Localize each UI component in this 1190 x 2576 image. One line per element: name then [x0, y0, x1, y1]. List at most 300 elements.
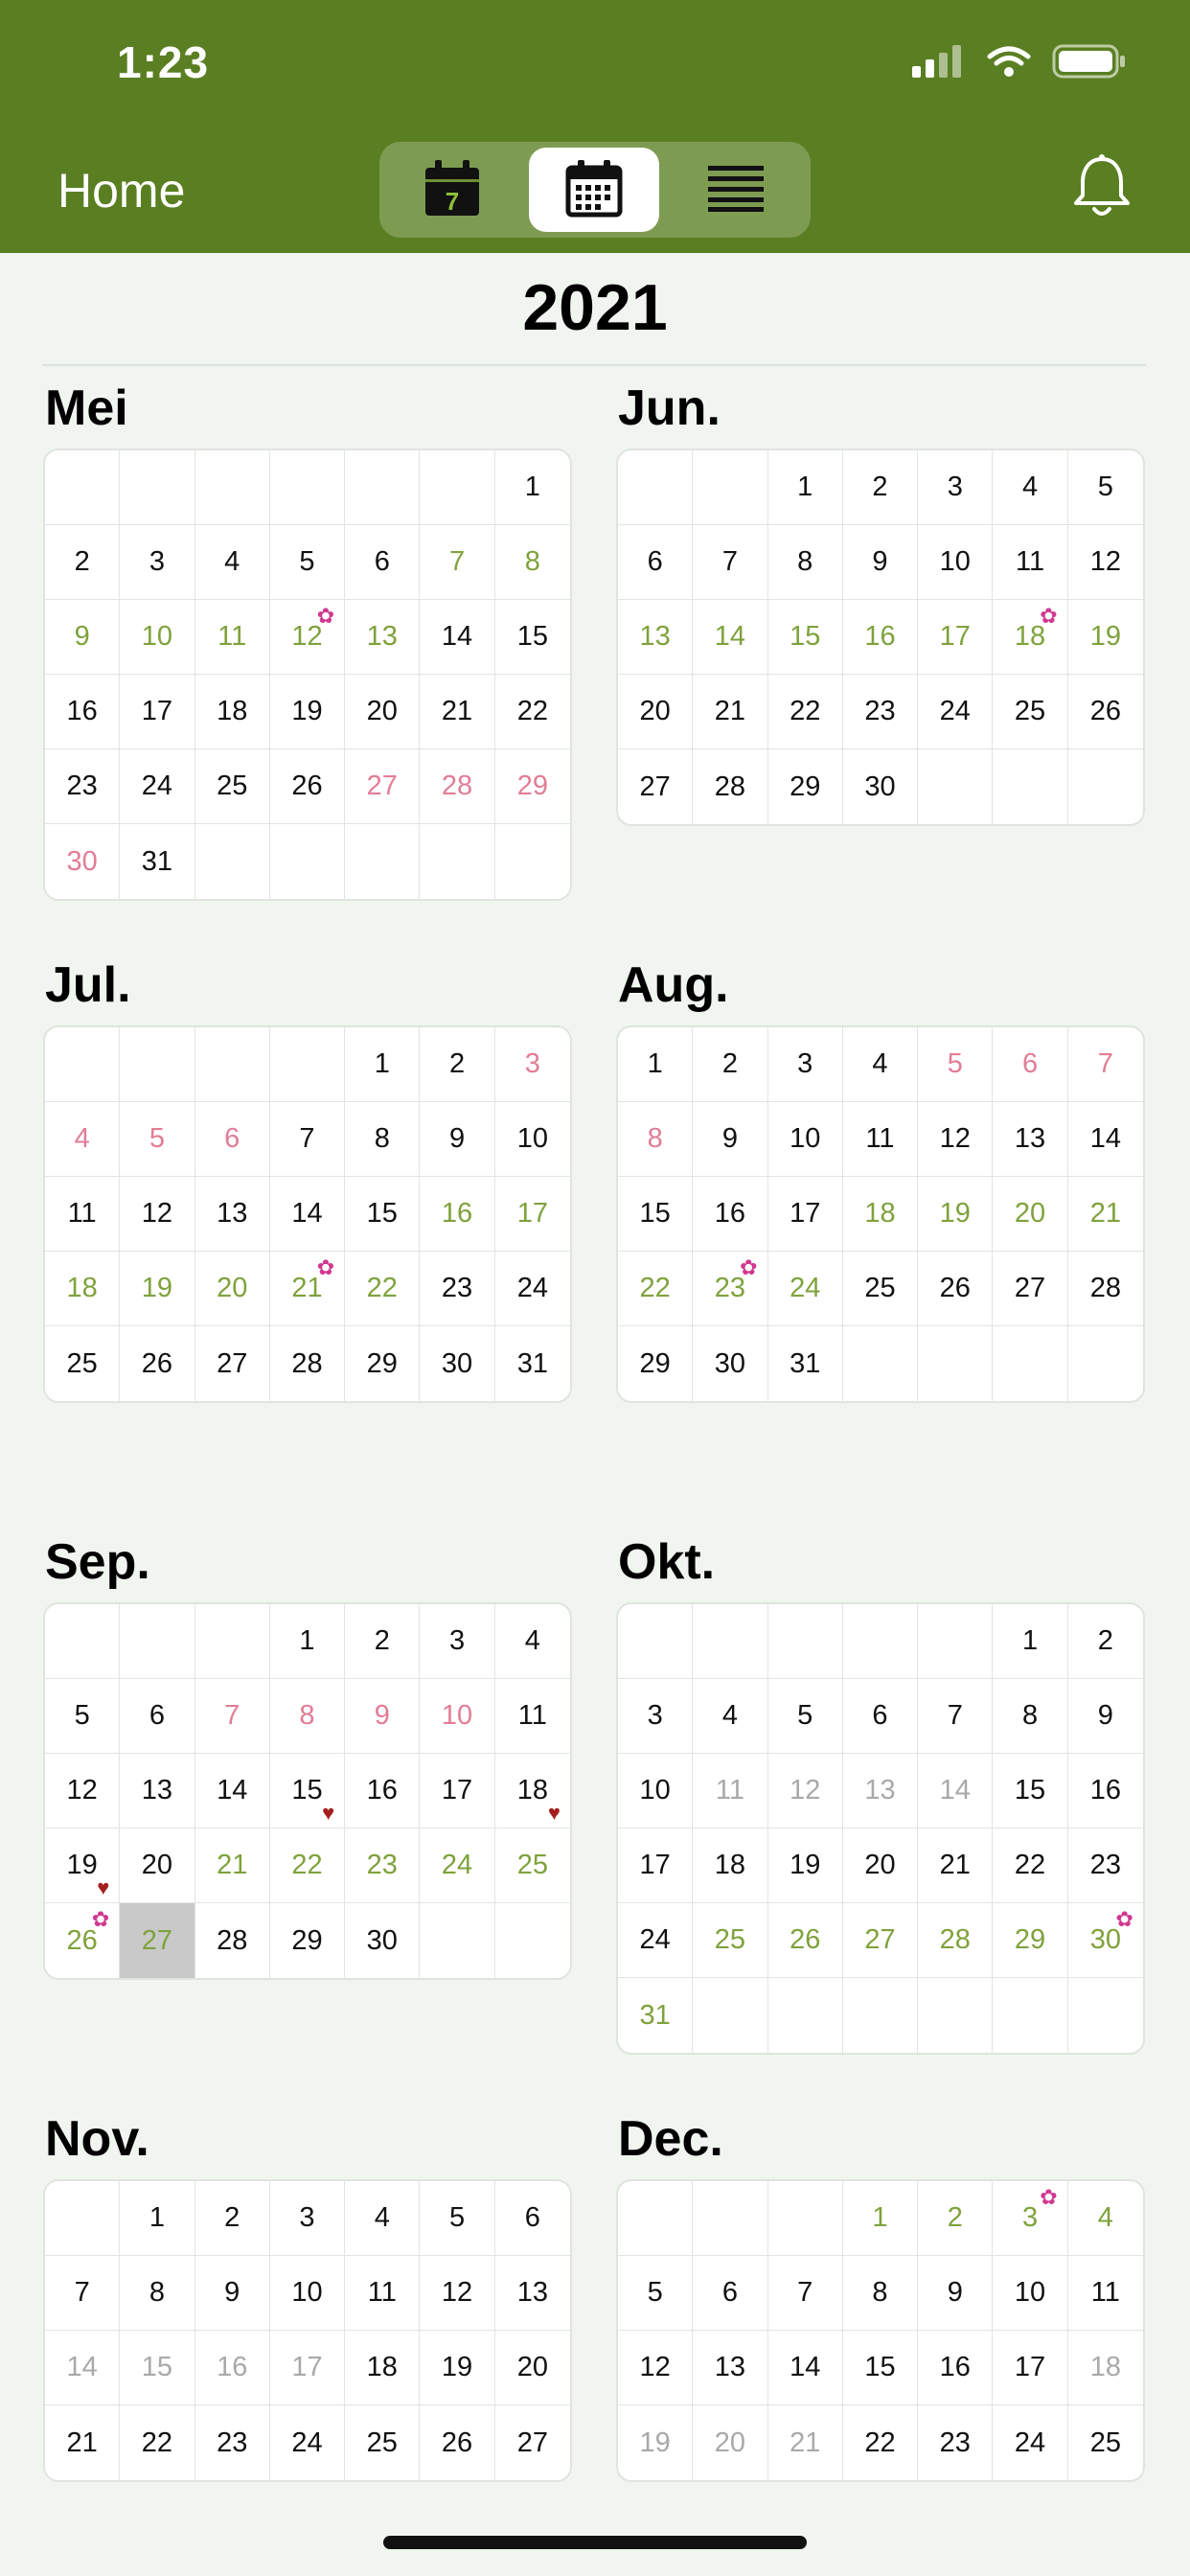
- home-button[interactable]: Home: [57, 164, 186, 218]
- day-cell[interactable]: [768, 450, 843, 525]
- day-number: 28: [714, 770, 746, 802]
- day-cell[interactable]: [693, 1903, 767, 1978]
- day-cell[interactable]: [345, 1828, 420, 1903]
- day-cell[interactable]: [420, 675, 494, 749]
- day-cell[interactable]: [1068, 675, 1143, 749]
- day-cell[interactable]: [618, 675, 693, 749]
- day-cell[interactable]: [918, 1027, 993, 1102]
- day-cell[interactable]: [918, 2405, 993, 2480]
- day-cell[interactable]: [843, 1754, 918, 1828]
- day-cell[interactable]: [195, 749, 270, 824]
- day-cell[interactable]: [918, 600, 993, 675]
- day-cell[interactable]: [420, 1177, 494, 1252]
- day-cell[interactable]: [693, 1027, 767, 1102]
- list-view-tab[interactable]: [671, 148, 801, 232]
- day-cell[interactable]: [345, 525, 420, 600]
- day-cell[interactable]: [1068, 2405, 1143, 2480]
- day-cell[interactable]: [1068, 1903, 1143, 1978]
- day-cell[interactable]: [345, 1903, 420, 1978]
- day-cell[interactable]: [1068, 2181, 1143, 2256]
- day-cell[interactable]: [45, 2331, 120, 2405]
- day-cell[interactable]: [270, 1754, 345, 1828]
- day-number: 31: [141, 845, 173, 877]
- day-cell[interactable]: [918, 450, 993, 525]
- day-cell[interactable]: [495, 1754, 570, 1828]
- day-cell[interactable]: [195, 1679, 270, 1754]
- day-number: 16: [939, 2352, 971, 2382]
- day-cell[interactable]: [618, 525, 693, 600]
- day-cell[interactable]: [618, 1102, 693, 1177]
- day-cell[interactable]: [120, 1102, 195, 1177]
- notifications-button[interactable]: [1071, 153, 1133, 223]
- day-cell[interactable]: [495, 1027, 570, 1102]
- day-cell[interactable]: [993, 1754, 1067, 1828]
- day-cell[interactable]: [195, 600, 270, 675]
- day-cell[interactable]: [195, 2405, 270, 2480]
- day-cell[interactable]: [195, 1903, 270, 1978]
- today-day-cell[interactable]: [120, 1903, 195, 1978]
- day-cell[interactable]: [693, 2405, 767, 2480]
- day-cell[interactable]: [420, 1027, 494, 1102]
- day-number: 14: [790, 2352, 821, 2382]
- day-cell[interactable]: [843, 1679, 918, 1754]
- day-cell[interactable]: [45, 525, 120, 600]
- day-number: 6: [524, 2202, 540, 2233]
- day-cell[interactable]: [768, 525, 843, 600]
- day-cell[interactable]: [270, 1326, 345, 1401]
- day-cell[interactable]: [420, 749, 494, 824]
- day-number: 1: [872, 2202, 888, 2233]
- day-cell[interactable]: [195, 1754, 270, 1828]
- day-number: 22: [516, 696, 548, 726]
- day-cell[interactable]: [345, 1177, 420, 1252]
- day-number: 7: [448, 546, 466, 577]
- day-number: 9: [1097, 1700, 1113, 1731]
- day-cell[interactable]: [345, 2181, 420, 2256]
- day-number: 24: [441, 1850, 473, 1880]
- day-number: 9: [947, 2277, 963, 2308]
- day-cell[interactable]: [1068, 600, 1143, 675]
- day-cell[interactable]: [120, 1252, 195, 1326]
- day-cell[interactable]: [693, 2256, 767, 2331]
- day-cell[interactable]: [918, 2256, 993, 2331]
- month-title: Jun.: [618, 380, 721, 436]
- day-number: 26: [790, 1924, 821, 1955]
- day-cell[interactable]: [345, 1102, 420, 1177]
- day-cell[interactable]: [120, 1326, 195, 1401]
- day-cell[interactable]: [495, 2256, 570, 2331]
- day-cell[interactable]: [195, 675, 270, 749]
- empty-day-cell: [495, 824, 570, 899]
- day-cell[interactable]: [420, 2256, 494, 2331]
- day-cell[interactable]: [1068, 1102, 1143, 1177]
- day-cell[interactable]: [45, 1828, 120, 1903]
- day-cell[interactable]: [270, 525, 345, 600]
- day-cell[interactable]: [693, 675, 767, 749]
- day-cell[interactable]: [618, 1903, 693, 1978]
- day-cell[interactable]: [693, 1177, 767, 1252]
- day-number: 6: [149, 1700, 165, 1731]
- day-cell[interactable]: [693, 1252, 767, 1326]
- day-cell[interactable]: [120, 749, 195, 824]
- day-cell[interactable]: [993, 2181, 1067, 2256]
- day-cell[interactable]: [693, 1754, 767, 1828]
- day-cell[interactable]: [618, 1754, 693, 1828]
- day-cell[interactable]: [120, 824, 195, 899]
- day-cell[interactable]: [993, 525, 1067, 600]
- day-cell[interactable]: [270, 675, 345, 749]
- day-number: 25: [1014, 696, 1046, 726]
- day-cell[interactable]: [420, 1604, 494, 1679]
- day-cell[interactable]: [918, 1754, 993, 1828]
- day-cell[interactable]: [693, 525, 767, 600]
- day-cell[interactable]: [918, 2331, 993, 2405]
- day-cell[interactable]: [120, 1828, 195, 1903]
- day-cell[interactable]: [345, 2405, 420, 2480]
- day-cell[interactable]: [495, 1604, 570, 1679]
- day-cell[interactable]: [120, 1177, 195, 1252]
- day-cell[interactable]: [1068, 525, 1143, 600]
- day-cell[interactable]: [270, 2256, 345, 2331]
- day-number: 2: [721, 1048, 738, 1079]
- day-cell[interactable]: [918, 2181, 993, 2256]
- day-cell[interactable]: [345, 749, 420, 824]
- day-cell[interactable]: [120, 1754, 195, 1828]
- day-cell[interactable]: [618, 1177, 693, 1252]
- day-number: 31: [639, 1999, 671, 2031]
- day-number: 15: [291, 1775, 323, 1806]
- day-number: 20: [366, 696, 398, 726]
- day-number: 22: [1014, 1850, 1046, 1880]
- day-cell[interactable]: [918, 525, 993, 600]
- day-cell[interactable]: [993, 2405, 1067, 2480]
- day-cell[interactable]: [45, 1903, 120, 1978]
- day-cell[interactable]: [45, 1679, 120, 1754]
- day-number: 20: [864, 1850, 896, 1880]
- day-cell[interactable]: [495, 749, 570, 824]
- day-cell[interactable]: [1068, 1828, 1143, 1903]
- day-cell[interactable]: [993, 450, 1067, 525]
- day-cell[interactable]: [993, 1102, 1067, 1177]
- day-cell[interactable]: [45, 1177, 120, 1252]
- day-cell[interactable]: [1068, 1177, 1143, 1252]
- day-cell[interactable]: [843, 675, 918, 749]
- day-cell[interactable]: [270, 2405, 345, 2480]
- day-cell[interactable]: [120, 2331, 195, 2405]
- day-cell[interactable]: [768, 1177, 843, 1252]
- day-number: 16: [217, 2352, 248, 2382]
- day-cell[interactable]: [1068, 1754, 1143, 1828]
- day-cell[interactable]: [420, 2405, 494, 2480]
- day-cell[interactable]: [843, 1828, 918, 1903]
- empty-day-cell: [420, 824, 494, 899]
- day-number: 12: [790, 1775, 821, 1806]
- day-cell[interactable]: [45, 1754, 120, 1828]
- day-cell[interactable]: [195, 1252, 270, 1326]
- day-cell[interactable]: [693, 600, 767, 675]
- day-cell[interactable]: [420, 2181, 494, 2256]
- day-cell[interactable]: [495, 2405, 570, 2480]
- day-cell[interactable]: [420, 1252, 494, 1326]
- day-cell[interactable]: [345, 1604, 420, 1679]
- day-cell[interactable]: [495, 1102, 570, 1177]
- day-cell[interactable]: [45, 2405, 120, 2480]
- day-cell[interactable]: [1068, 450, 1143, 525]
- day-cell[interactable]: [270, 1828, 345, 1903]
- day-cell[interactable]: [843, 2181, 918, 2256]
- day-cell[interactable]: [120, 525, 195, 600]
- day-number: 15: [1014, 1775, 1046, 1806]
- day-cell[interactable]: [618, 2256, 693, 2331]
- day-number: 10: [639, 1775, 671, 1806]
- day-cell[interactable]: [420, 2331, 494, 2405]
- day-cell[interactable]: [120, 1679, 195, 1754]
- day-cell[interactable]: [45, 749, 120, 824]
- day-cell[interactable]: [768, 1027, 843, 1102]
- empty-day-cell: [1068, 749, 1143, 824]
- day-cell[interactable]: [420, 1754, 494, 1828]
- day-cell[interactable]: [495, 1326, 570, 1401]
- day-cell[interactable]: [1068, 1604, 1143, 1679]
- day-cell[interactable]: [495, 2331, 570, 2405]
- day-cell[interactable]: [1068, 1027, 1143, 1102]
- day-cell[interactable]: [768, 1754, 843, 1828]
- day-cell[interactable]: [420, 600, 494, 675]
- day-cell[interactable]: [618, 1828, 693, 1903]
- day-cell[interactable]: [843, 1177, 918, 1252]
- day-number: 9: [74, 621, 90, 652]
- day-cell[interactable]: [270, 1102, 345, 1177]
- day-cell[interactable]: [618, 1326, 693, 1401]
- day-cell[interactable]: [993, 2331, 1067, 2405]
- day-cell[interactable]: [768, 2405, 843, 2480]
- day-cell[interactable]: [45, 675, 120, 749]
- day-number: 30: [66, 845, 98, 877]
- list-view-icon: [708, 164, 764, 217]
- day-cell[interactable]: [693, 1679, 767, 1754]
- day-cell[interactable]: [270, 1252, 345, 1326]
- day-cell[interactable]: [843, 2256, 918, 2331]
- day-cell[interactable]: [270, 2181, 345, 2256]
- empty-day-cell: [693, 450, 767, 525]
- day-cell[interactable]: [420, 1828, 494, 1903]
- day-cell[interactable]: [270, 1177, 345, 1252]
- day-cell[interactable]: [618, 2331, 693, 2405]
- day-cell[interactable]: [618, 749, 693, 824]
- day-cell[interactable]: [993, 2256, 1067, 2331]
- day-cell[interactable]: [270, 1903, 345, 1978]
- week-view-tab[interactable]: [387, 148, 517, 232]
- day-cell[interactable]: [918, 1828, 993, 1903]
- day-cell[interactable]: [420, 1102, 494, 1177]
- day-cell[interactable]: [918, 1252, 993, 1326]
- day-cell[interactable]: [843, 450, 918, 525]
- year-title: 2021: [522, 271, 668, 344]
- day-cell[interactable]: [843, 525, 918, 600]
- day-cell[interactable]: [918, 1903, 993, 1978]
- day-number: 17: [291, 2352, 323, 2382]
- heart-icon: ♥: [97, 1875, 110, 1899]
- day-cell[interactable]: [843, 1027, 918, 1102]
- month-view-tab[interactable]: [529, 148, 659, 232]
- day-cell[interactable]: [768, 1679, 843, 1754]
- day-cell[interactable]: [195, 1102, 270, 1177]
- day-cell[interactable]: [270, 600, 345, 675]
- day-cell[interactable]: [993, 1027, 1067, 1102]
- day-cell[interactable]: [195, 1177, 270, 1252]
- day-cell[interactable]: [993, 1828, 1067, 1903]
- day-cell[interactable]: [45, 1252, 120, 1326]
- day-cell[interactable]: [495, 525, 570, 600]
- day-cell[interactable]: [993, 1903, 1067, 1978]
- day-cell[interactable]: [345, 600, 420, 675]
- day-cell[interactable]: [1068, 1679, 1143, 1754]
- day-cell[interactable]: [693, 749, 767, 824]
- day-cell[interactable]: [768, 600, 843, 675]
- day-cell[interactable]: [270, 749, 345, 824]
- day-number: 18: [66, 1273, 98, 1303]
- day-cell[interactable]: [993, 1604, 1067, 1679]
- day-cell[interactable]: [495, 600, 570, 675]
- day-cell[interactable]: [120, 600, 195, 675]
- day-cell[interactable]: [993, 600, 1067, 675]
- day-cell[interactable]: [768, 1903, 843, 1978]
- day-cell[interactable]: [768, 2331, 843, 2405]
- day-cell[interactable]: [345, 1027, 420, 1102]
- day-cell[interactable]: [45, 1326, 120, 1401]
- day-cell[interactable]: [120, 2405, 195, 2480]
- day-number: 24: [790, 1273, 821, 1303]
- day-number: 19: [441, 2352, 473, 2382]
- day-cell[interactable]: [495, 1177, 570, 1252]
- day-cell[interactable]: [270, 1679, 345, 1754]
- month-grid: [616, 1025, 1145, 1403]
- day-cell[interactable]: [843, 1903, 918, 1978]
- day-number: 24: [1014, 2426, 1046, 2458]
- day-cell[interactable]: [768, 1326, 843, 1401]
- day-cell[interactable]: [270, 2331, 345, 2405]
- day-number: 21: [441, 696, 473, 726]
- day-cell[interactable]: [420, 1679, 494, 1754]
- day-cell[interactable]: [918, 1102, 993, 1177]
- day-cell[interactable]: [495, 675, 570, 749]
- day-cell[interactable]: [1068, 2331, 1143, 2405]
- day-cell[interactable]: [918, 675, 993, 749]
- day-cell[interactable]: [45, 1102, 120, 1177]
- day-cell[interactable]: [270, 1604, 345, 1679]
- day-cell[interactable]: [1068, 1252, 1143, 1326]
- day-cell[interactable]: [618, 600, 693, 675]
- day-cell[interactable]: [843, 600, 918, 675]
- day-cell[interactable]: [618, 1027, 693, 1102]
- day-cell[interactable]: [195, 1326, 270, 1401]
- home-indicator[interactable]: [383, 2536, 807, 2549]
- day-cell[interactable]: [618, 1978, 693, 2053]
- day-cell[interactable]: [768, 1828, 843, 1903]
- day-cell[interactable]: [345, 1252, 420, 1326]
- day-cell[interactable]: [195, 2331, 270, 2405]
- day-number: 3: [797, 1048, 813, 1079]
- month-grid: [616, 1602, 1145, 2055]
- day-cell[interactable]: [993, 1679, 1067, 1754]
- day-cell[interactable]: [45, 600, 120, 675]
- day-cell[interactable]: [843, 2331, 918, 2405]
- day-cell[interactable]: [693, 1326, 767, 1401]
- day-cell[interactable]: [495, 1252, 570, 1326]
- day-cell[interactable]: [120, 2256, 195, 2331]
- day-cell[interactable]: [843, 749, 918, 824]
- day-cell[interactable]: [420, 1326, 494, 1401]
- day-cell[interactable]: [120, 2181, 195, 2256]
- day-cell[interactable]: [618, 1679, 693, 1754]
- day-cell[interactable]: [618, 1252, 693, 1326]
- empty-day-cell: [45, 1027, 120, 1102]
- day-number: 27: [366, 770, 398, 801]
- day-cell[interactable]: [195, 2256, 270, 2331]
- day-cell[interactable]: [345, 2331, 420, 2405]
- day-cell[interactable]: [495, 2181, 570, 2256]
- day-cell[interactable]: [768, 1102, 843, 1177]
- day-cell[interactable]: [1068, 2256, 1143, 2331]
- day-cell[interactable]: [618, 2405, 693, 2480]
- day-cell[interactable]: [345, 1326, 420, 1401]
- day-cell[interactable]: [768, 749, 843, 824]
- battery-icon: [1052, 44, 1127, 83]
- day-cell[interactable]: [843, 1252, 918, 1326]
- day-cell[interactable]: [768, 1252, 843, 1326]
- day-cell[interactable]: [495, 450, 570, 525]
- day-cell[interactable]: [345, 1679, 420, 1754]
- day-cell[interactable]: [120, 675, 195, 749]
- day-cell[interactable]: [843, 1102, 918, 1177]
- day-number: 27: [639, 770, 671, 802]
- day-cell[interactable]: [345, 2256, 420, 2331]
- day-cell[interactable]: [45, 824, 120, 899]
- day-cell[interactable]: [918, 1177, 993, 1252]
- day-cell[interactable]: [693, 2331, 767, 2405]
- day-cell[interactable]: [195, 2181, 270, 2256]
- day-cell[interactable]: [768, 2256, 843, 2331]
- day-number: 18: [864, 1198, 896, 1229]
- day-cell[interactable]: [843, 2405, 918, 2480]
- day-number: 3: [947, 472, 963, 502]
- empty-day-cell: [843, 1978, 918, 2053]
- day-number: 30: [714, 1347, 746, 1379]
- day-number: 8: [374, 1123, 390, 1154]
- day-cell[interactable]: [495, 1828, 570, 1903]
- day-number: 18: [1014, 621, 1046, 652]
- day-cell[interactable]: [918, 1679, 993, 1754]
- day-cell[interactable]: [195, 1828, 270, 1903]
- day-number: 6: [1021, 1048, 1039, 1079]
- day-cell[interactable]: [345, 1754, 420, 1828]
- day-cell[interactable]: [768, 675, 843, 749]
- day-cell[interactable]: [195, 525, 270, 600]
- day-cell[interactable]: [993, 1177, 1067, 1252]
- day-cell[interactable]: [993, 675, 1067, 749]
- day-number: 14: [291, 1198, 323, 1229]
- day-cell[interactable]: [495, 1679, 570, 1754]
- day-cell[interactable]: [693, 1102, 767, 1177]
- day-number: 8: [797, 546, 813, 577]
- day-cell[interactable]: [693, 1828, 767, 1903]
- day-cell[interactable]: [345, 675, 420, 749]
- day-cell[interactable]: [45, 2256, 120, 2331]
- day-cell[interactable]: [420, 525, 494, 600]
- day-number: 14: [217, 1775, 248, 1806]
- day-number: 11: [1090, 2277, 1120, 2308]
- day-cell[interactable]: [993, 1252, 1067, 1326]
